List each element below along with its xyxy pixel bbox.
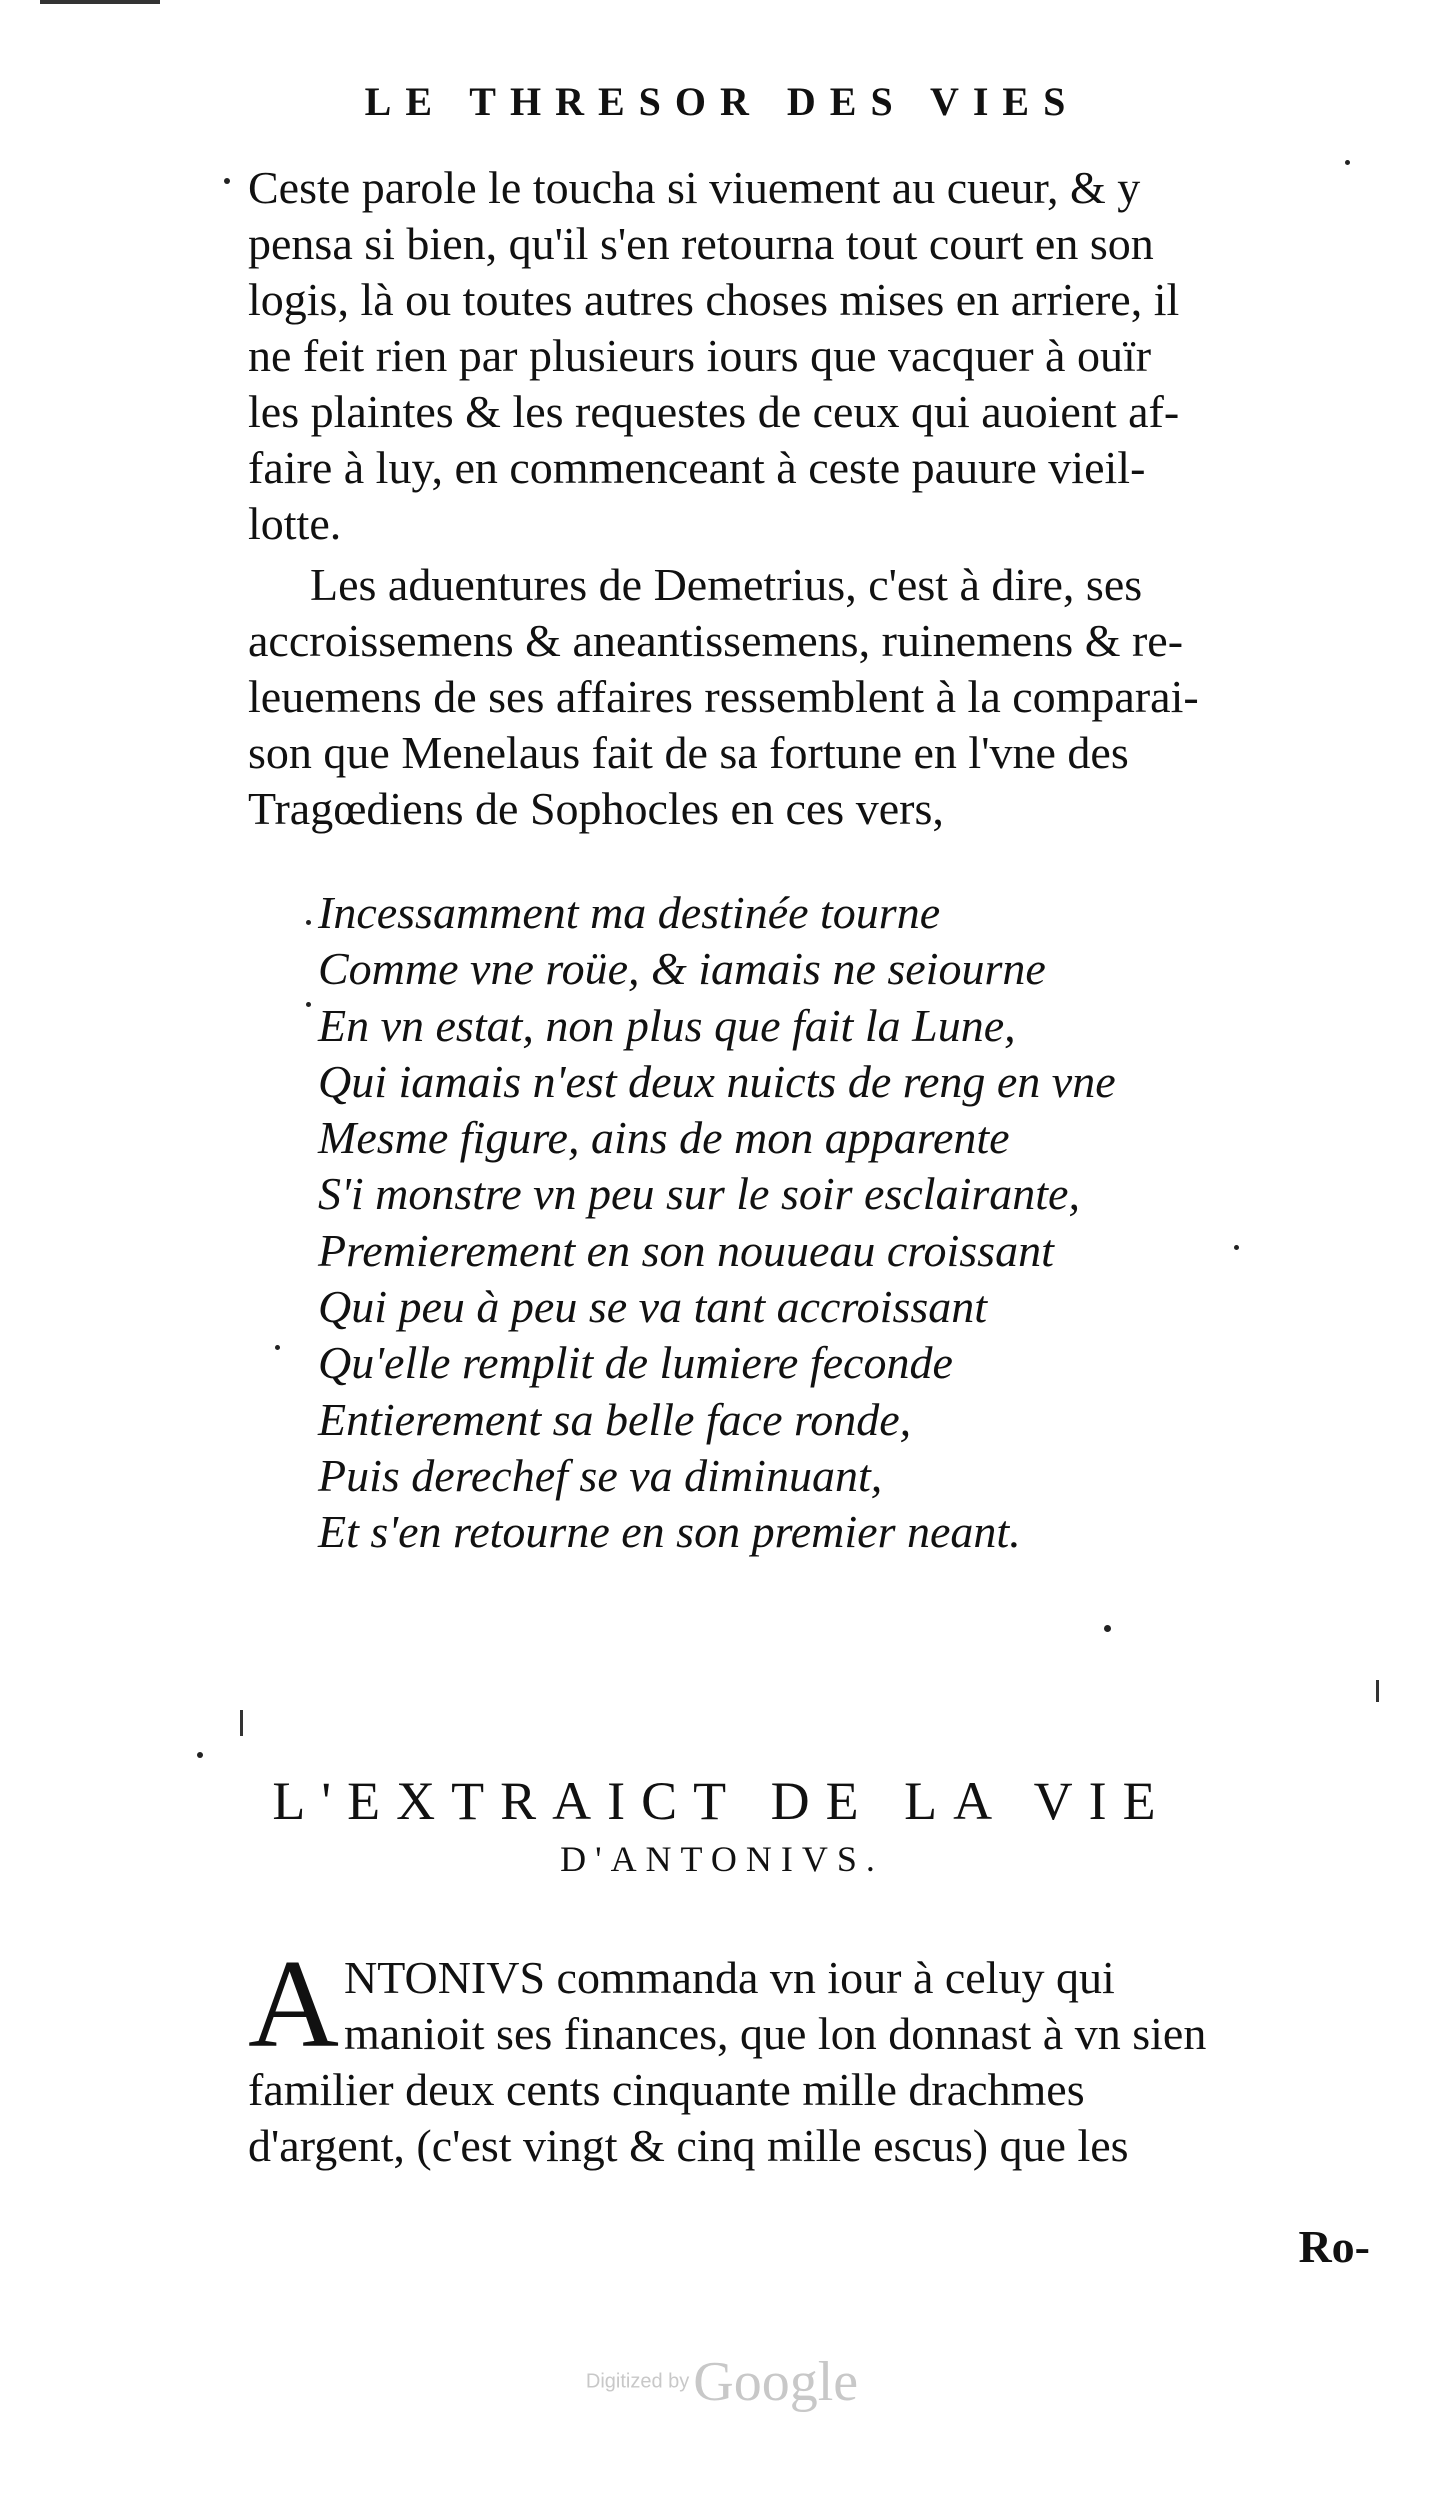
drop-cap: A: [248, 1935, 339, 2074]
text-line: d'argent, (c'est vingt & cinq mille escus) que les: [248, 2120, 1129, 2171]
text-line: NTONIVS commanda vn iour à celuy qui: [344, 1952, 1115, 2003]
text-line: manioit ses finances, que lon donnast à vn sien: [344, 2008, 1207, 2059]
text-line: faire à luy, en commenceant à ceste pauure vieil-: [248, 442, 1146, 493]
scan-mark: [40, 0, 160, 4]
text-line: pensa si bien, qu'il s'en retourna tout court en son: [248, 218, 1154, 269]
verse-line: Qu'elle remplit de lumiere feconde: [318, 1337, 953, 1389]
scan-mark: [240, 1710, 243, 1736]
verse-line: Entierement sa belle face ronde,: [318, 1393, 912, 1445]
scan-speck: [275, 1345, 280, 1350]
paragraph-2: [248, 557, 1370, 837]
text-line: ne feit rien par plusieurs iours que vacquer à ouïr: [248, 330, 1152, 381]
verse-line: Qui peu à peu se va tant accroissant: [318, 1281, 988, 1333]
verse-line: Puis derechef se va diminuant,: [318, 1449, 883, 1501]
watermark-label: Digitized by: [585, 2370, 690, 2393]
verse-block: [318, 885, 1116, 1561]
paragraph-1: [248, 160, 1370, 552]
text-line: Les aduentures de Demetrius, c'est à dire, ses: [310, 559, 1143, 610]
text-line: familier deux cents cinquante mille drachmes: [248, 2064, 1085, 2115]
text-line: Ceste parole le toucha si viuement au cueur, & y: [248, 162, 1141, 213]
verse-line: Premierement en son nouueau croissant: [318, 1224, 1054, 1276]
scan-speck: [1104, 1625, 1111, 1632]
text-line: accroissemens & aneantissemens, ruinemens & re-: [248, 615, 1184, 666]
scan-speck: [224, 178, 230, 184]
text-line: lotte.: [248, 498, 342, 549]
watermark-brand: Google: [693, 2351, 859, 2413]
scan-speck: [306, 1002, 311, 1007]
verse-line: Incessamment ma destinée tourne: [318, 887, 941, 938]
verse-line: Comme vne roüe, & iamais ne seiourne: [318, 943, 1046, 995]
scan-speck: [1345, 160, 1350, 165]
verse-line: En vn estat, non plus que fait la Lune,: [318, 999, 1016, 1051]
chapter-subheading: D'ANTONIVS.: [560, 1839, 884, 1879]
text-line: les plaintes & les requestes de ceux qui auoient af-: [248, 386, 1180, 437]
text-line: Tragœdiens de Sophocles en ces vers,: [248, 783, 944, 834]
verse-line: S'i monstre vn peu sur le soir esclairante,: [318, 1168, 1080, 1220]
catchword: Ro-: [1298, 2221, 1370, 2272]
text-line: leuemens de ses affaires ressemblent à la comparai-: [248, 671, 1199, 722]
running-head: LE THRESOR DES VIES: [364, 79, 1080, 124]
text-line: logis, là ou toutes autres choses mises en arriere, il: [248, 274, 1180, 325]
verse-line: Mesme figure, ains de mon apparente: [318, 1112, 1010, 1164]
scan-speck: [1234, 1245, 1239, 1250]
digitization-watermark: [0, 2350, 1444, 2414]
verse-line: Qui iamais n'est deux nuicts de reng en vne: [318, 1055, 1116, 1107]
scan-speck: [306, 920, 311, 925]
text-line: son que Menelaus fait de sa fortune en l'vne des: [248, 727, 1129, 778]
chapter-paragraph: [248, 1935, 1370, 2174]
scan-speck: [197, 1752, 203, 1758]
verse-line: Et s'en retourne en son premier neant.: [318, 1506, 1021, 1558]
chapter-heading: L'EXTRAICT DE LA VIE: [272, 1771, 1172, 1831]
scan-mark: [1376, 1680, 1379, 1702]
